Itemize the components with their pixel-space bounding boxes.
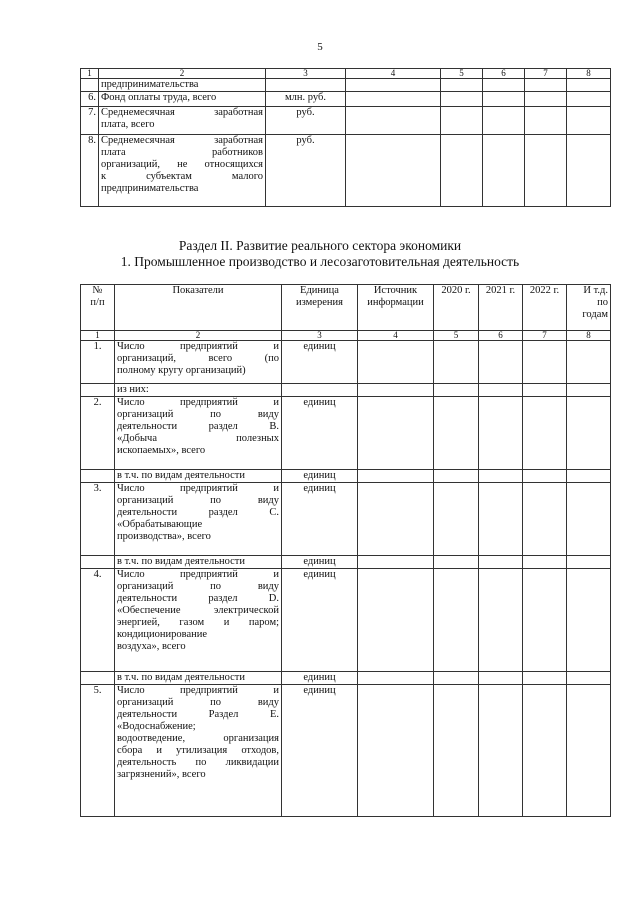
header-2020: 2020 г. (434, 285, 479, 331)
unit: единиц (282, 341, 358, 384)
name-line: полному кругу организаций) (117, 365, 246, 376)
indicator-name: в т.ч. по видам деятельности (115, 556, 282, 569)
name-line: «Водоснабжение; (117, 721, 196, 732)
indicator-name (115, 341, 282, 384)
name-line: Число предприятий и (117, 569, 279, 580)
industry-table (80, 284, 611, 817)
name-line: организаций, не относящихся (101, 159, 263, 170)
row-number: 3. (81, 483, 115, 556)
table-row (81, 341, 611, 384)
table-row (81, 79, 611, 92)
col-num: 6 (483, 69, 525, 79)
table-row (81, 107, 611, 135)
name-line: Число предприятий и (117, 483, 279, 494)
header-indicators: Показатели (115, 285, 282, 331)
name-line: организаций, всего (по (117, 353, 279, 364)
col-num: 4 (358, 331, 434, 341)
name-line: деятельности раздел С. (117, 507, 279, 518)
row-number: 5. (81, 685, 115, 817)
name-line: деятельности раздел D. (117, 593, 279, 604)
unit: млн. руб. (266, 92, 346, 107)
table-row (81, 92, 611, 107)
table-row (81, 483, 611, 556)
indicator-name (115, 397, 282, 470)
col-num: 5 (434, 331, 479, 341)
name-line: «Обеспечение электрической (117, 605, 279, 616)
col-num: 2 (99, 69, 266, 79)
row-number: 1. (81, 341, 115, 384)
unit: единиц (282, 569, 358, 672)
col-num: 2 (115, 331, 282, 341)
table-row (81, 384, 611, 397)
table-row (81, 685, 611, 817)
table-row (81, 135, 611, 207)
section-subtitle: 1. Промышленное производство и лесозаготовительная деятельность (120, 254, 520, 269)
col-num: 1 (81, 69, 99, 79)
header-line: годам (582, 309, 608, 320)
name-line: водоотведение, организация (117, 733, 279, 744)
col-num: 4 (346, 69, 441, 79)
indicator-name: в т.ч. по видам деятельности (115, 672, 282, 685)
indicator-name (115, 685, 282, 817)
table-row (81, 556, 611, 569)
table-row (81, 470, 611, 483)
unit: руб. (266, 135, 346, 207)
name-line: ископаемых», всего (117, 445, 206, 456)
col-num: 7 (523, 331, 567, 341)
name-line: Среднемесячная заработная (101, 135, 263, 146)
unit: единиц (282, 470, 358, 483)
col-num: 6 (479, 331, 523, 341)
header-line: по (597, 297, 608, 308)
name-line: плата, всего (101, 119, 155, 130)
row-number: 8. (81, 135, 99, 207)
name-line: деятельность по ликвидации (117, 757, 279, 768)
row-number: 4. (81, 569, 115, 672)
name-line: организаций по виду (117, 697, 279, 708)
name-line: Среднемесячная заработная (101, 107, 263, 118)
section-title: Раздел II. Развитие реального сектора экономики (178, 238, 462, 253)
unit: единиц (282, 685, 358, 817)
table-row (81, 569, 611, 672)
header-line: Источник (373, 285, 418, 296)
col-num: 8 (567, 69, 611, 79)
unit: единиц (282, 397, 358, 470)
name-line: организаций по виду (117, 581, 279, 592)
header-line: № (92, 285, 103, 296)
name-line: загрязнений», всего (117, 769, 206, 780)
unit: единиц (282, 672, 358, 685)
column-number-row (81, 69, 611, 79)
unit: единиц (282, 483, 358, 556)
header-source (358, 285, 434, 331)
col-num: 5 (441, 69, 483, 79)
table-row (81, 397, 611, 470)
indicator-name (115, 483, 282, 556)
table-row (81, 672, 611, 685)
row-number: 6. (81, 92, 99, 107)
page-number: 5 (317, 41, 323, 53)
unit: единиц (282, 556, 358, 569)
header-2021: 2021 г. (479, 285, 523, 331)
name-line: деятельности Раздел Е. (117, 709, 279, 720)
header-etc (567, 285, 611, 331)
name-line: организаций по виду (117, 495, 279, 506)
row-number: 7. (81, 107, 99, 135)
name-line: к субъектам малого (101, 171, 263, 182)
name-line: предпринимательства (101, 183, 199, 194)
indicator-name (99, 135, 266, 207)
name-line: производства», всего (117, 531, 211, 542)
name-line: сбора и утилизация отходов, (117, 745, 279, 756)
indicator-name (99, 107, 266, 135)
unit: руб. (266, 107, 346, 135)
indicator-name: из них: (115, 384, 282, 397)
name-line: Число предприятий и (117, 341, 279, 352)
name-line: плата работников (101, 147, 263, 158)
col-num: 3 (266, 69, 346, 79)
col-num: 8 (567, 331, 611, 341)
header-num (81, 285, 115, 331)
indicator-name (115, 569, 282, 672)
header-line: измерения (296, 297, 343, 308)
header-row (81, 285, 611, 331)
indicator-name: в т.ч. по видам деятельности (115, 470, 282, 483)
header-2022: 2022 г. (523, 285, 567, 331)
name-line: «Добыча полезных (117, 433, 279, 444)
continuation-table (80, 68, 611, 207)
name-line: воздуха», всего (117, 641, 186, 652)
carry-over-text: предпринимательства (99, 79, 266, 92)
header-line: п/п (90, 297, 105, 308)
header-line: Единица (300, 285, 339, 296)
name-line: «Обрабатывающие (117, 519, 203, 530)
name-line: деятельности раздел В. (117, 421, 279, 432)
header-line: И т.д. (583, 285, 608, 296)
name-line: кондиционирование (117, 629, 208, 640)
name-line: энергией, газом и паром; (117, 617, 279, 628)
column-number-row (81, 331, 611, 341)
header-unit (282, 285, 358, 331)
col-num: 7 (525, 69, 567, 79)
name-line: организаций по виду (117, 409, 279, 420)
row-number: 2. (81, 397, 115, 470)
header-line: информации (367, 297, 424, 308)
name-line: Число предприятий и (117, 397, 279, 408)
col-num: 1 (81, 331, 115, 341)
indicator-name: Фонд оплаты труда, всего (99, 92, 266, 107)
col-num: 3 (282, 331, 358, 341)
name-line: Число предприятий и (117, 685, 279, 696)
